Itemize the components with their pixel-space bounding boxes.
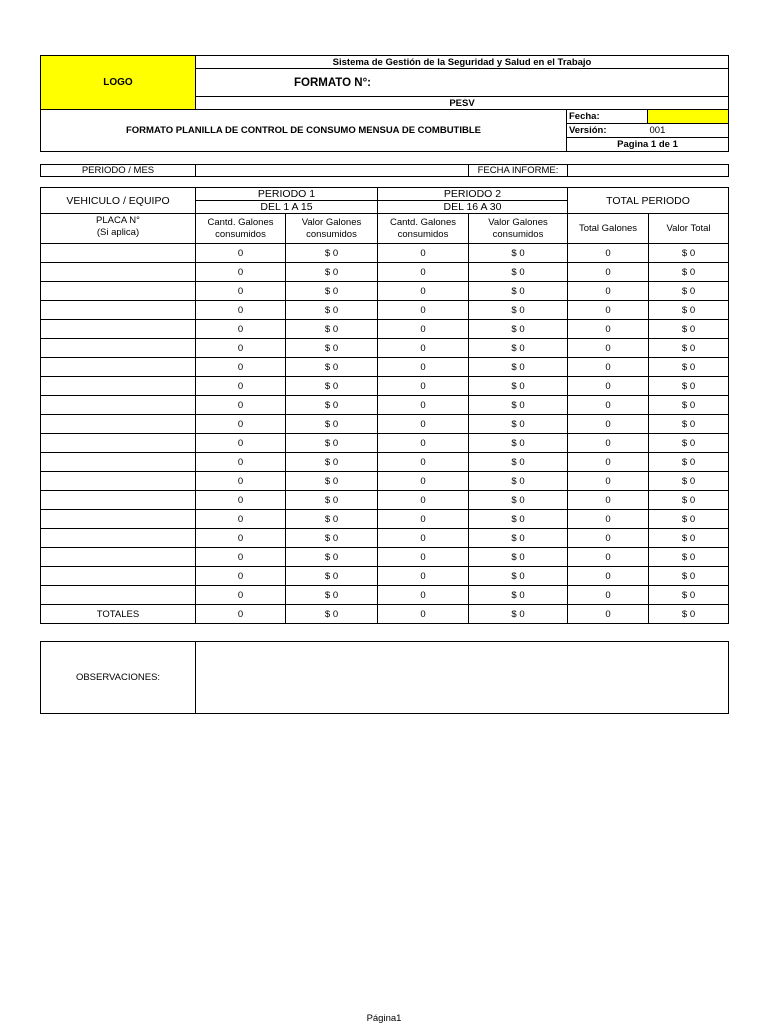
- total-galones-cell: 0: [568, 567, 649, 586]
- p1-valor-cell: $ 0: [286, 320, 378, 339]
- p2-galones-cell: 0: [378, 396, 469, 415]
- total-galones-cell: 0: [568, 434, 649, 453]
- p1-valor-cell: $ 0: [286, 282, 378, 301]
- table-row: [41, 396, 729, 415]
- p2-valor-cell: $ 0: [469, 282, 568, 301]
- valor-total-cell: $ 0: [649, 263, 729, 282]
- total-galones-cell: 0: [568, 320, 649, 339]
- p2-valor-cell: $ 0: [469, 434, 568, 453]
- total-galones-cell: 0: [568, 548, 649, 567]
- p2-valor-cell: $ 0: [469, 586, 568, 605]
- total-galones-cell: 0: [568, 415, 649, 434]
- placa-cell[interactable]: [41, 415, 196, 434]
- p2-valor-cell: $ 0: [469, 244, 568, 263]
- p1-galones-cell: 0: [196, 263, 286, 282]
- p2-valor-cell: $ 0: [469, 263, 568, 282]
- total-p2-galones-cell: 0: [378, 605, 469, 624]
- valor-total-cell: $ 0: [649, 491, 729, 510]
- periodo-field[interactable]: [196, 165, 469, 177]
- p2-valor-cell: $ 0: [469, 301, 568, 320]
- valor-total-cell: $ 0: [649, 320, 729, 339]
- periodo1-range: DEL 1 A 15: [196, 201, 378, 214]
- valor-total-cell: $ 0: [649, 510, 729, 529]
- total-p2-valor-cell: $ 0: [469, 605, 568, 624]
- placa-cell[interactable]: [41, 434, 196, 453]
- table-row: [41, 377, 729, 396]
- table-row: [41, 510, 729, 529]
- p1-galones-cell: 0: [196, 396, 286, 415]
- table-row: [41, 320, 729, 339]
- placa-cell[interactable]: [41, 282, 196, 301]
- valor-total-cell: $ 0: [649, 567, 729, 586]
- formato-number: FORMATO N°:: [196, 69, 729, 97]
- p2-valor-cell: $ 0: [469, 377, 568, 396]
- p1-galones-cell: 0: [196, 491, 286, 510]
- table-row: [41, 491, 729, 510]
- valor-total-cell: $ 0: [649, 377, 729, 396]
- p2-galones-cell: 0: [378, 320, 469, 339]
- p1-galones-cell: 0: [196, 453, 286, 472]
- placa-cell[interactable]: [41, 339, 196, 358]
- p2-galones-cell: 0: [378, 358, 469, 377]
- valor-total-cell: $ 0: [649, 301, 729, 320]
- placa-cell[interactable]: [41, 301, 196, 320]
- valor-total-cell: $ 0: [649, 339, 729, 358]
- valor-total-cell: $ 0: [649, 434, 729, 453]
- placa-cell[interactable]: [41, 567, 196, 586]
- table-row: [41, 453, 729, 472]
- valor-total-cell: $ 0: [649, 396, 729, 415]
- p2-galones-cell: 0: [378, 263, 469, 282]
- p2-valor-cell: $ 0: [469, 510, 568, 529]
- valor-total-cell: $ 0: [649, 586, 729, 605]
- p1-valor-cell: $ 0: [286, 244, 378, 263]
- total-galones-cell: 0: [568, 301, 649, 320]
- grid-body: [41, 244, 729, 624]
- p1-galones-cell: 0: [196, 548, 286, 567]
- p2-galones-cell: 0: [378, 244, 469, 263]
- total-periodo-header: TOTAL PERIODO: [568, 188, 729, 214]
- total-total-galones-cell: 0: [568, 605, 649, 624]
- total-galones-cell: 0: [568, 529, 649, 548]
- table-row: [41, 529, 729, 548]
- p2-valor-cell: $ 0: [469, 567, 568, 586]
- system-title: Sistema de Gestión de la Seguridad y Salud en el Trabajo: [196, 56, 729, 69]
- p2-galones-cell: 0: [378, 548, 469, 567]
- p1-valor-cell: $ 0: [286, 263, 378, 282]
- p1-valor-cell: $ 0: [286, 529, 378, 548]
- p2-galones-cell: 0: [378, 453, 469, 472]
- total-galones-cell: 0: [568, 263, 649, 282]
- form-title: FORMATO PLANILLA DE CONTROL DE CONSUMO MENSUA DE COMBUTIBLE: [41, 110, 567, 152]
- p2-galones-cell: 0: [378, 567, 469, 586]
- p1-galones-cell: 0: [196, 510, 286, 529]
- observaciones-table: [40, 641, 729, 714]
- p1-galones-cell: 0: [196, 567, 286, 586]
- p2-valor-cell: $ 0: [469, 491, 568, 510]
- header-table: [40, 55, 729, 152]
- p1-valor-cell: $ 0: [286, 377, 378, 396]
- total-galones-cell: 0: [568, 396, 649, 415]
- total-galones-cell: 0: [568, 510, 649, 529]
- p2-valor-cell: $ 0: [469, 320, 568, 339]
- placa-cell[interactable]: [41, 377, 196, 396]
- consumption-grid: [40, 187, 729, 624]
- p2-valor-cell: $ 0: [469, 358, 568, 377]
- p1-valor-cell: $ 0: [286, 491, 378, 510]
- program-name: PESV: [196, 97, 729, 110]
- table-row: [41, 282, 729, 301]
- periodo2-range: DEL 16 A 30: [378, 201, 568, 214]
- p1-galones-cell: 0: [196, 358, 286, 377]
- p1-galones-cell: 0: [196, 434, 286, 453]
- p1-galones-cell: 0: [196, 377, 286, 396]
- totals-row: [41, 605, 729, 624]
- fecha-label: Fecha:: [567, 110, 648, 124]
- p1-valor-cell: $ 0: [286, 510, 378, 529]
- p2-galones-cell: 0: [378, 491, 469, 510]
- p2-galones-cell: 0: [378, 282, 469, 301]
- p1-valor-cell: $ 0: [286, 548, 378, 567]
- p1-galones-cell: 0: [196, 301, 286, 320]
- p2-galones-cell: 0: [378, 586, 469, 605]
- placa-cell[interactable]: [41, 396, 196, 415]
- p1-galones-cell: 0: [196, 339, 286, 358]
- placa-line2: (Si aplica): [96, 227, 140, 238]
- total-galones-cell: 0: [568, 358, 649, 377]
- placa-cell[interactable]: [41, 548, 196, 567]
- valor-total-cell: $ 0: [649, 415, 729, 434]
- placa-cell[interactable]: [41, 529, 196, 548]
- p1-valor-cell: $ 0: [286, 301, 378, 320]
- observaciones-label: OBSERVACIONES:: [41, 642, 196, 714]
- p1-valor-cell: $ 0: [286, 567, 378, 586]
- table-row: [41, 434, 729, 453]
- p2-valor-cell: $ 0: [469, 453, 568, 472]
- fecha-informe-label: FECHA INFORME:: [469, 165, 568, 177]
- total-galones-cell: 0: [568, 282, 649, 301]
- p1-valor-cell: $ 0: [286, 586, 378, 605]
- page-count: Pagina 1 de 1: [567, 138, 729, 152]
- p1-galones-cell: 0: [196, 529, 286, 548]
- valor-total-cell: $ 0: [649, 472, 729, 491]
- p2-valor-cell: $ 0: [469, 472, 568, 491]
- vehiculo-header: VEHICULO / EQUIPO: [41, 188, 196, 214]
- table-row: [41, 301, 729, 320]
- placa-cell[interactable]: [41, 263, 196, 282]
- valor-total-cell: $ 0: [649, 244, 729, 263]
- p2-valor-cell: $ 0: [469, 415, 568, 434]
- periodo1-header: PERIODO 1: [196, 188, 378, 201]
- placa-cell[interactable]: [41, 320, 196, 339]
- placa-cell[interactable]: [41, 244, 196, 263]
- p1-valor-cell: $ 0: [286, 472, 378, 491]
- p2-galones-cell: 0: [378, 472, 469, 491]
- p2-valor-cell: $ 0: [469, 396, 568, 415]
- p2-valor-cell: $ 0: [469, 529, 568, 548]
- observaciones-field[interactable]: [196, 642, 729, 714]
- table-row: [41, 567, 729, 586]
- table-row: [41, 472, 729, 491]
- p2-galones-cell: 0: [378, 415, 469, 434]
- p2-galones-cell: 0: [378, 510, 469, 529]
- periodo-label: PERIODO / MES: [41, 165, 196, 177]
- placa-cell[interactable]: [41, 472, 196, 491]
- p1-valor-cell: $ 0: [286, 339, 378, 358]
- placa-header: [41, 214, 196, 244]
- p1-galones-cell: 0: [196, 472, 286, 491]
- version-label: Versión:: [567, 124, 648, 138]
- p1-galones-cell: 0: [196, 244, 286, 263]
- p1-valor-cell: $ 0: [286, 358, 378, 377]
- table-row: [41, 244, 729, 263]
- valor-total-cell: $ 0: [649, 453, 729, 472]
- version-value: 001: [648, 124, 729, 138]
- p1-valor-cell: $ 0: [286, 396, 378, 415]
- periodo-row: [40, 164, 729, 177]
- p1-valor-cell: $ 0: [286, 453, 378, 472]
- placa-cell[interactable]: [41, 586, 196, 605]
- table-row: [41, 339, 729, 358]
- total-galones-cell: 0: [568, 377, 649, 396]
- p1-valor-cell: $ 0: [286, 415, 378, 434]
- p1-galones-cell: 0: [196, 415, 286, 434]
- p1-galones-cell: 0: [196, 282, 286, 301]
- p2-galones-cell: 0: [378, 377, 469, 396]
- page-footer: Página1: [366, 1013, 402, 1024]
- p2-galones-cell: 0: [378, 301, 469, 320]
- p2-galones-cell: 0: [378, 339, 469, 358]
- p2-galones-cell: 0: [378, 434, 469, 453]
- total-galones-header: Total Galones: [568, 214, 649, 244]
- valor-total-cell: $ 0: [649, 548, 729, 567]
- p2-valor-cell: $ 0: [469, 339, 568, 358]
- total-p1-valor-cell: $ 0: [286, 605, 378, 624]
- total-galones-cell: 0: [568, 339, 649, 358]
- fecha-field[interactable]: [648, 110, 729, 124]
- table-row: [41, 548, 729, 567]
- p1-galones-cell: 0: [196, 586, 286, 605]
- p2-valor-cell: $ 0: [469, 548, 568, 567]
- valor-total-cell: $ 0: [649, 529, 729, 548]
- total-valor-total-cell: $ 0: [649, 605, 729, 624]
- fecha-informe-field[interactable]: [568, 165, 729, 177]
- p2-valor-header: Valor Galones consumidos: [469, 214, 568, 244]
- valor-total-cell: $ 0: [649, 358, 729, 377]
- table-row: [41, 415, 729, 434]
- valor-total-cell: $ 0: [649, 282, 729, 301]
- placa-cell[interactable]: [41, 453, 196, 472]
- periodo2-header: PERIODO 2: [378, 188, 568, 201]
- table-row: [41, 358, 729, 377]
- logo-placeholder: LOGO: [41, 56, 196, 110]
- p2-galones-cell: 0: [378, 529, 469, 548]
- total-p1-galones-cell: 0: [196, 605, 286, 624]
- placa-cell[interactable]: [41, 491, 196, 510]
- p2-cant-header: Cantd. Galones consumidos: [378, 214, 469, 244]
- placa-cell[interactable]: [41, 510, 196, 529]
- total-galones-cell: 0: [568, 244, 649, 263]
- p1-valor-header: Valor Galones consumidos: [286, 214, 378, 244]
- totals-label: TOTALES: [41, 605, 196, 624]
- p1-galones-cell: 0: [196, 320, 286, 339]
- placa-line1: PLACA N°: [96, 215, 140, 226]
- placa-cell[interactable]: [41, 358, 196, 377]
- table-row: [41, 586, 729, 605]
- total-galones-cell: 0: [568, 472, 649, 491]
- p1-cant-header: Cantd. Galones consumidos: [196, 214, 286, 244]
- total-galones-cell: 0: [568, 586, 649, 605]
- table-row: [41, 263, 729, 282]
- total-galones-cell: 0: [568, 491, 649, 510]
- total-galones-cell: 0: [568, 453, 649, 472]
- valor-total-header: Valor Total: [649, 214, 729, 244]
- p1-valor-cell: $ 0: [286, 434, 378, 453]
